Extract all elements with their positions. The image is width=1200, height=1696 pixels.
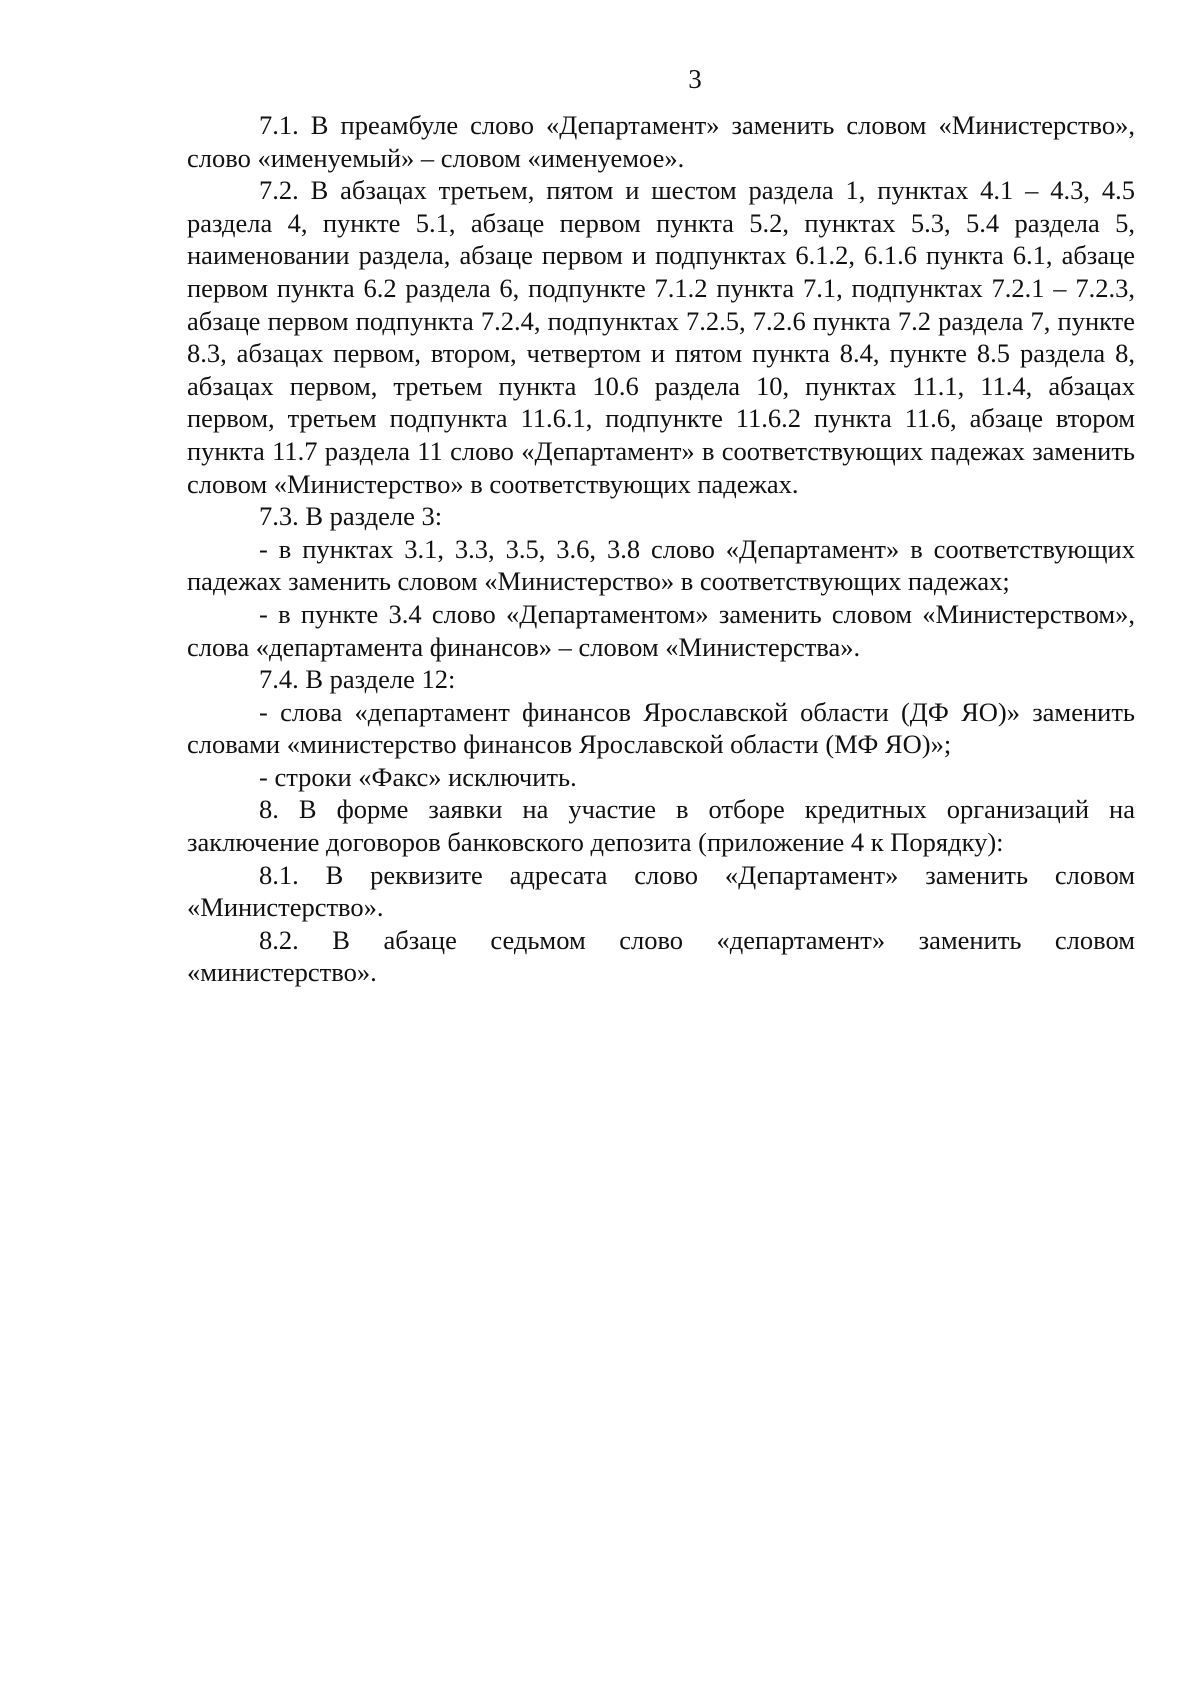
paragraph-7-2: 7.2. В абзацах третьем, пятом и шестом раздела 1, пунктах 4.1 – 4.3, 4.5 раздела 4, пункте 5.1, абзаце первом пункта 5.2, пунктах 5.3, 5.4 раздела 5, наименовании раздела, абзаце первом и подпунктах 6.1.2, 6.1.6 пункта 6.1, абзаце первом пункта 6.2 раздела 6, подпункте 7.1.2 пункта 7.1, подпунктах 7.2.1 – 7.2.3, абзаце первом подпункта 7.2.4, подпунктах 7.2.5, 7.2.6 пункта 7.2 раздела 7, пункте 8.3, абзацах первом, втором, четвертом и пятом пункта 8.4, пункте 8.5 раздела 8, абзацах первом, третьем пункта 10.6 раздела 10, пунктах 11.1, 11.4, абзацах первом, третьем подпункта 11.6.1, подпункте 11.6.2 пункта 11.6, абзаце втором пункта 11.7 раздела 11 слово «Департамент» в соответствующих падежах заменить словом «Министерство» в соответствующих падежах. xyxy=(187,175,1135,499)
paragraph-8: 8. В форме заявки на участие в отборе кредитных организаций на заключение договоров банковского депозита (приложение 4 к Порядку): xyxy=(187,794,1135,858)
paragraph-8-1: 8.1. В реквизите адресата слово «Департамент» заменить словом «Министерство». xyxy=(187,859,1135,923)
page-number: 3 xyxy=(688,64,702,94)
paragraph-7-1: 7.1. В преамбуле слово «Департамент» заменить словом «Министерство», слово «именуемый» – словом «именуемое». xyxy=(187,110,1135,173)
document-body xyxy=(187,109,1135,989)
paragraph-7-4: 7.4. В разделе 12: xyxy=(259,664,456,695)
paragraph-7-3-item-2: - в пункте 3.4 слово «Департаментом» заменить словом «Министерством», слова «департамента финансов» – словом «Министерства». xyxy=(187,598,1135,662)
paragraph-7-3-item-1: - в пунктах 3.1, 3.3, 3.5, 3.6, 3.8 слово «Департамент» в соответствующих падежах заменить словом «Министерство» в соответствующих падежах; xyxy=(187,533,1135,597)
paragraph-7-3: 7.3. В разделе 3: xyxy=(259,501,443,532)
paragraph-7-4-item-1: - слова «департамент финансов Ярославской области (ДФ ЯО)» заменить словами «министерство финансов Ярославской области (МФ ЯО)»; xyxy=(187,696,1135,760)
paragraph-8-2: 8.2. В абзаце седьмом слово «департамент» заменить словом «министерство». xyxy=(187,924,1135,988)
paragraph-7-4-item-2: - строки «Факс» исключить. xyxy=(259,761,577,792)
